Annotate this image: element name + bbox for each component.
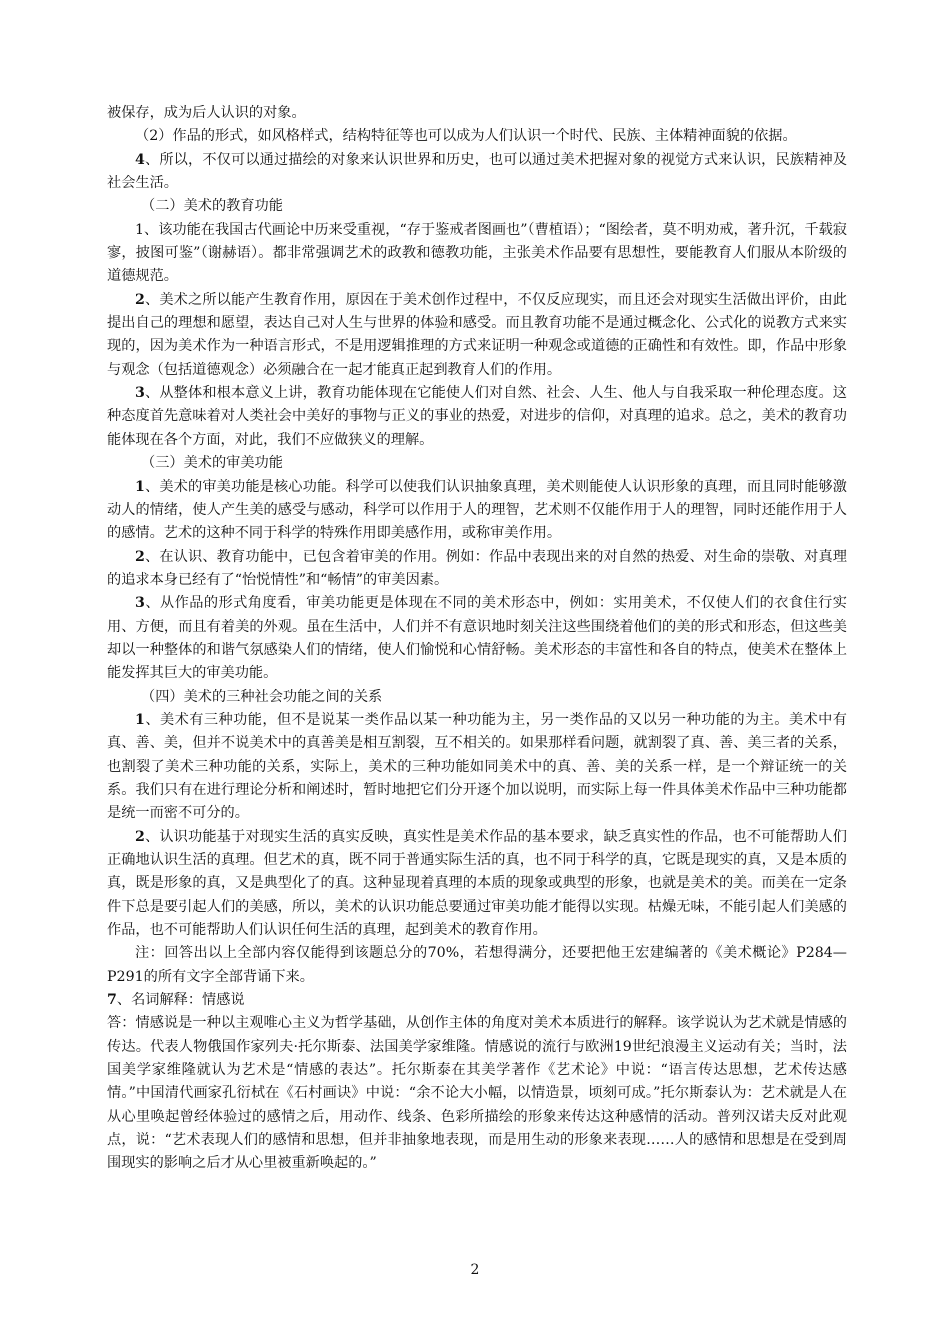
paragraph-edu-1 — [107, 219, 847, 289]
paragraph-form-basis — [107, 125, 847, 148]
paragraph-edu-3 — [107, 382, 847, 452]
paragraph-text: （2）作品的形式，如风格样式，结构特征等也可以成为人们认识一个时代、民族、主体精神面貌的依据。 — [135, 128, 797, 145]
paragraph-text: 、美术之所以能产生教育作用，原因在于美术创作过程中，不仅反应现实，而且还会对现实生活做出评价，由此提出自己的理想和愿望，表达自己对人生与世界的体验和感受。而且教育功能不是通过概念化、公式化的说教方式来实现的，因为美术作为一种语言形式，不是用逻辑推理的方式来证明一种观念或道德的正确性和有效性。即，作品中形象与观念（包括道德观念）必须融合在一起才能真正起到教育人们的作用。 — [107, 291, 847, 378]
paragraph-text: 、美术的审美功能是核心功能。科学可以使我们认识抽象真理，美术则能使人认识形象的真理，而且同时能够激动人的情绪，使人产生美的感受与感动，科学可以作用于人的理智，艺术则不仅能作用于人的理智，同时还能作用于人的感情。艺术的这种不同于科学的特殊作用即美感作用，或称审美作用。 — [107, 478, 847, 542]
paragraph-note — [107, 942, 847, 989]
paragraph-text: 、从作品的形式角度看，审美功能更是体现在不同的美术形态中，例如：实用美术，不仅使人们的衣食住行实用、方便，而且有着美的外观。虽在生活中，人们并不有意识地时刻关注这些围绕着他们的美的形式和形态，但这些美却以一种整体的和谐气氛感染人们的情绪，使人们愉悦和心情舒畅。美术形态的丰富性和各自的特点，使美术在整体上能发挥其巨大的审美功能。 — [107, 595, 847, 682]
point-number: 3 — [135, 595, 145, 612]
paragraph-text: 注：回答出以上全部内容仅能得到该题总分的70%，若想得满分，还要把他王宏建编著的《美术概论》P284—P291的所有文字全部背诵下来。 — [107, 945, 847, 985]
section-heading: （四）美术的三种社会功能之间的关系 — [141, 688, 383, 705]
question-title: 、名词解释：情感说 — [116, 992, 245, 1009]
paragraph-edu-2 — [107, 289, 847, 382]
paragraph-answer — [107, 1012, 847, 1175]
paragraph-rel-2 — [107, 826, 847, 943]
paragraph-aes-2 — [107, 546, 847, 593]
section-heading-education — [107, 195, 847, 218]
section-heading: （三）美术的审美功能 — [141, 455, 283, 472]
paragraph-aes-1 — [107, 476, 847, 546]
question-number: 7 — [107, 992, 117, 1009]
point-number: 3 — [135, 385, 145, 402]
page-number: 2 — [470, 1262, 480, 1278]
point-number: 1 — [135, 478, 145, 495]
paragraph-text: 答：情感说是一种以主观唯心主义为哲学基础，从创作主体的角度对美术本质进行的解释。该学说认为艺术就是情感的传达。代表人物俄国作家列夫·托尔斯泰、法国美学家维隆。情感说的流行与欧洲19世纪浪漫主义运动有关；当时，法国美学家维隆就认为艺术是“情感的表达”。托尔斯泰在其美学著作《艺术论》中说：“语言传达思想，艺术传达感情。”中国清代画家孔衍栻在《石村画诀》中说：“余不论大小幅，以情造景，顷刻可成。”托尔斯泰认为：艺术就是人在从心里唤起曾经体验过的感情之后，用动作、线条、色彩所描绘的形象来传达这种感情的活动。普列汉诺夫反对此观点，说：“艺术表现人们的感情和思想，但并非抽象地表现，而是用生动的形象来表现……人的感情和思想是在受到周围现实的影响之后才从心里被重新唤起的。” — [107, 1015, 847, 1172]
paragraph-text: 、认识功能基于对现实生活的真实反映，真实性是美术作品的基本要求，缺乏真实性的作品，也不可能帮助人们正确地认识生活的真理。但艺术的真，既不同于普通实际生活的真，也不同于科学的真，它既是现实的真，又是本质的真，既是形象的真，又是典型化了的真。这种显现着真理的本质的现象或典型的形象，也就是美术的美。而美在一定条件下总是要引起人们的美感，所以，美术的认识功能总要通过审美功能才能得以实现。枯燥无味，不能引起人们美感的作品，也不可能帮助人们认识任何生活的真理，起到美术的教育作用。 — [107, 828, 847, 939]
point-number: 1 — [135, 711, 145, 728]
section-heading-aesthetic — [107, 452, 847, 475]
paragraph-text: 、所以，不仅可以通过描绘的对象来认识世界和历史，也可以通过美术把握对象的视觉方式来认识，民族精神及社会生活。 — [107, 151, 847, 192]
paragraph-text: 、美术有三种功能，但不是说某一类作品以某一种功能为主，另一类作品的又以另一种功能的为主。美术中有真、善、美，但并不说美术中的真善美是相互割裂，互不相关的。如果那样看问题，就割裂了真、善、美三者的关系，也割裂了美术三种功能的关系，实际上，美术的三种功能如同美术中的真、善、美的关系一样，是一个辩证统一的关系。我们只有在进行理论分析和阐述时，暂时地把它们分开逐个加以说明，而实际上每一件具体美术作品中三种功能都是统一而密不可分的。 — [107, 711, 847, 822]
document-body — [107, 102, 847, 1176]
point-number: 2 — [135, 291, 145, 308]
paragraph-aes-3 — [107, 592, 847, 685]
point-number: 4 — [135, 151, 145, 168]
paragraph-rel-1 — [107, 709, 847, 826]
paragraph-text: 、从整体和根本意义上讲，教育功能体现在它能使人们对自然、社会、人生、他人与自我采取一种伦理态度。这种态度首先意味着对人类社会中美好的事物与正义的事业的热爱，对进步的信仰，对真理的追求。总之，美术的教育功能体现在各个方面，对此，我们不应做狭义的理解。 — [107, 385, 847, 448]
section-heading: （二）美术的教育功能 — [141, 198, 283, 215]
question-7-heading — [107, 989, 847, 1012]
paragraph-point-4 — [107, 149, 847, 196]
paragraph-text: 1、该功能在我国古代画论中历来受重视，“存于鉴戒者图画也”（曹植语）；“图绘者，莫不明劝戒，著升沉，千载寂寥，披图可鉴”（谢赫语）。都非常强调艺术的政教和德教功能，主张美术作品要有思想性，要能教育人们服从本阶级的道德规范。 — [107, 221, 847, 285]
paragraph-text: 、在认识、教育功能中，已包含着审美的作用。例如：作品中表现出来的对自然的热爱、对生命的崇敬、对真理的追求本身已经有了“怡悦情性”和“畅情”的审美因素。 — [107, 548, 847, 588]
paragraph-continuation — [107, 102, 847, 125]
point-number: 2 — [135, 548, 145, 565]
paragraph-text: 被保存，成为后人认识的对象。 — [107, 105, 306, 121]
point-number: 2 — [135, 828, 145, 845]
section-heading-relations — [107, 686, 847, 709]
